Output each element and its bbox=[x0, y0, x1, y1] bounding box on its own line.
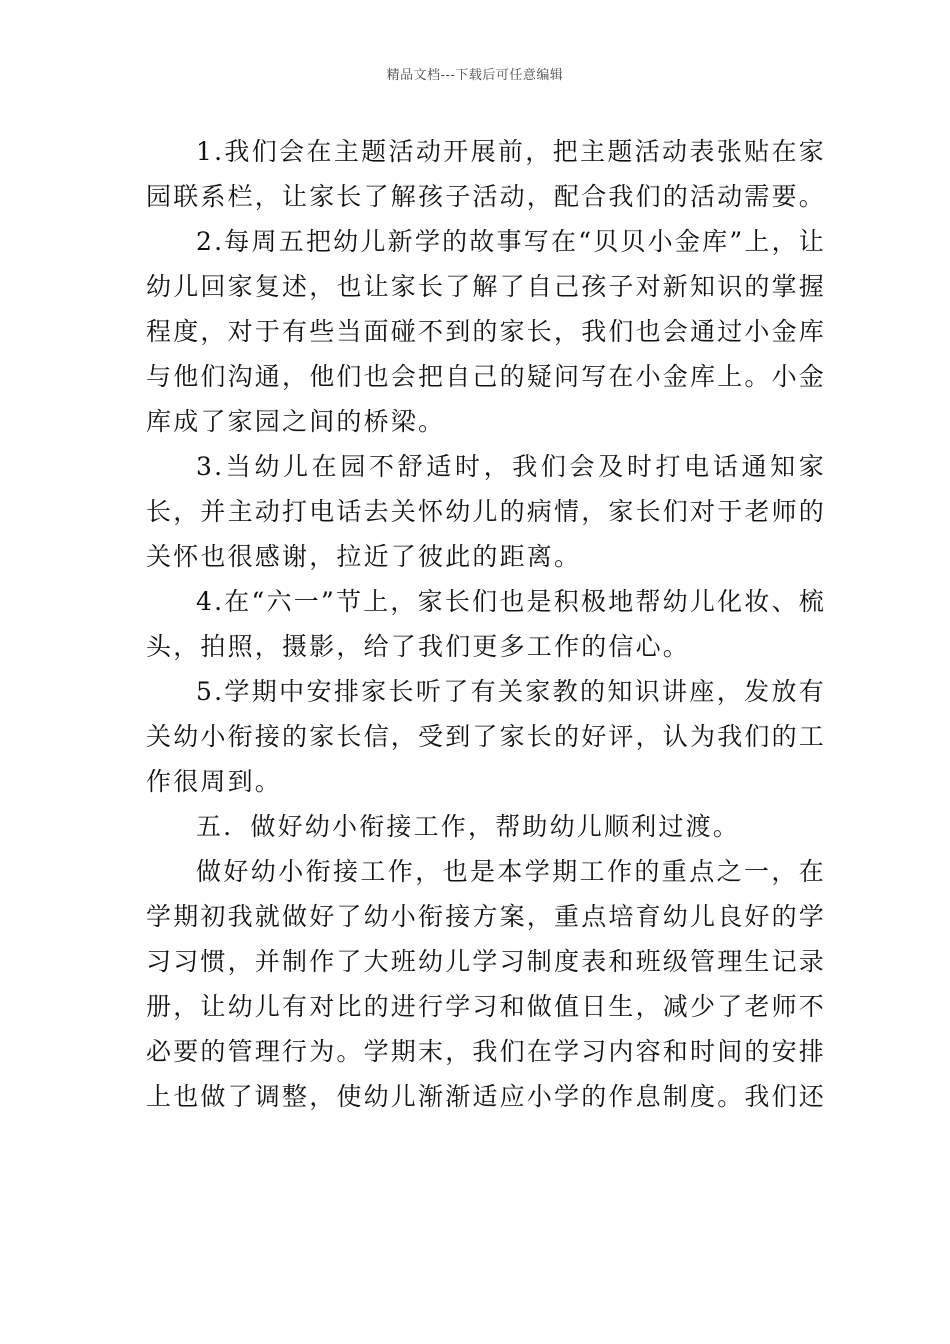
paragraph-6: 做好幼小衔接工作，也是本学期工作的重点之一，在学期初我就做好了幼小衔接方案，重点培育幼儿良好的学习习惯，并制作了大班幼儿学习制度表和班级管理生记录册，让幼儿有对比的进行学习和做值日生，减少了老师不必要的管理行为。学期末，我们在学习内容和时间的安排上也做了调整，使幼儿渐渐适应小学的作息制度。我们还 bbox=[146, 857, 827, 1111]
paragraph-4: 4.在“六一”节上，家长们也是积极地帮幼儿化妆、梳头，拍照，摄影，给了我们更多工作的信心。 bbox=[146, 587, 826, 661]
paragraph-1: 1.我们会在主题活动开展前，把主题活动表张贴在家园联系栏，让家长了解孩子活动，配合我们的活动需要。 bbox=[146, 137, 827, 211]
page-header: 精品文档---下载后可任意编辑 bbox=[386, 68, 564, 83]
paragraph-3: 3.当幼儿在园不舒适时，我们会及时打电话通知家长，并主动打电话去关怀幼儿的病情，家长们对于老师的关怀也很感谢，拉近了彼此的距离。 bbox=[146, 452, 827, 571]
section-heading-5: 五．做好幼小衔接工作，帮助幼儿顺利过渡。 bbox=[196, 812, 741, 841]
document-body bbox=[146, 129, 826, 1119]
paragraph-5: 5.学期中安排家长听了有关家教的知识讲座，发放有关幼小衔接的家长信，受到了家长的好评，认为我们的工作很周到。 bbox=[146, 677, 827, 796]
paragraph-2: 2.每周五把幼儿新学的故事写在“贝贝小金库”上，让幼儿回家复述，也让家长了解了自己孩子对新知识的掌握程度，对于有些当面碰不到的家长，我们也会通过小金库与他们沟通，他们也会把自己的疑问写在小金库上。小金库成了家园之间的桥梁。 bbox=[146, 227, 827, 436]
